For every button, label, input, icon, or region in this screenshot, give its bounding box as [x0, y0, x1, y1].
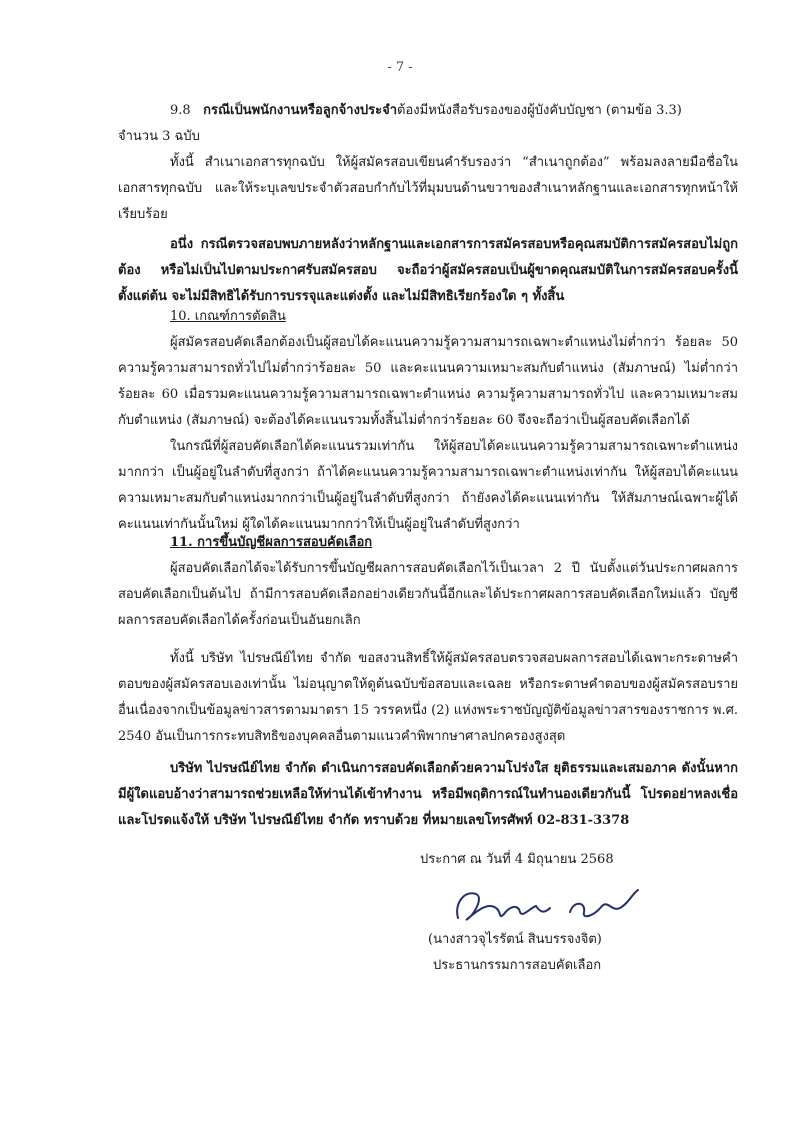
signatory-title: ประธานกรรมการสอบคัดเลือก [433, 958, 602, 973]
section-11-heading-row [118, 530, 738, 556]
section-11-para1: ผู้สอบคัดเลือกได้จะได้รับการขึ้นบัญชีผลการสอบคัดเลือกไว้เป็นเวลา 2 ปี นับตั้งแต่วันประกาศผลการสอบคัดเลือกเป็นต้นไป ถ้ามีการสอบคัดเลือกอย่างเดียวกันนี้อีกและได้ประกาศผลการสอบคัดเลือกใหม่แล้ว บัญชีผลการสอบคัดเลือกได้ครั้งก่อนเป็นอันยกเลิก [118, 561, 738, 628]
item-9-8-bold: กรณีเป็นพนักงานหรือลูกจ้างประจำ [203, 103, 398, 118]
section-10-heading-row [118, 304, 738, 330]
item-9-8 [118, 98, 738, 150]
item-9-8-rest: ต้องมีหนังสือรับรองของผู้บังคับบัญชา (ตามข้อ 3.3) [397, 103, 682, 118]
handwritten-signature [452, 882, 652, 930]
signature-stroke-2 [570, 890, 638, 916]
section-10-para2: ในกรณีที่ผู้สอบคัดเลือกได้คะแนนรวมเท่ากัน ให้ผู้สอบได้คะแนนความรู้ความสามารถเฉพาะตำแหน่งมากกว่า เป็นผู้อยู่ในลำดับที่สูงกว่า ถ้าได้คะแนนความรู้ความสามารถเฉพาะตำแหน่งเท่ากัน ให้ผู้สอบได้คะแนนความเหมาะสมกับตำแหน่งมากกว่าเป็นผู้อยู่ในลำดับที่สูงกว่า ถ้ายังคงได้คะแนนเท่ากัน ให้สัมภาษณ์เฉพาะผู้ได้คะแนนเท่ากันนั้นใหม่ ผู้ใดได้คะแนนมากกว่าให้เป็นผู้อยู่ในลำดับที่สูงกว่า [118, 439, 738, 532]
section-11-heading: 11. การขึ้นบัญชีผลการสอบคัดเลือก [170, 535, 373, 550]
announcement-date: ประกาศ ณ วันที่ 4 มิถุนายน 2568 [420, 852, 614, 867]
warning-paragraph: อนึ่ง กรณีตรวจสอบพบภายหลังว่าหลักฐานและเอกสารการสมัครสอบหรือคุณสมบัติการสมัครสอบไม่ถูกต้อง หรือไม่เป็นไปตามประกาศรับสมัครสอบ จะถือว่าผู้สมัครสอบเป็นผู้ขาดคุณสมบัติในการสมัครสอบครั้งนี้ตั้งแต่ต้น จะไม่มีสิทธิได้รับการบรรจุและแต่งตั้ง และไม่มีสิทธิเรียกร้องใด ๆ ทั้งสิ้น [118, 237, 738, 304]
section-10-heading: 10. เกณฑ์การตัดสิน [170, 309, 286, 324]
transparency-paragraph: บริษัท ไปรษณีย์ไทย จำกัด ดำเนินการสอบคัดเลือกด้วยความโปร่งใส ยุติธรรมและเสมอภาค ดังนั้นหากมีผู้ใดแอบอ้างว่าสามารถช่วยเหลือให้ท่านได้เข้าทำงาน หรือมีพฤติการณ์ในทำนองเดียวกันนี้ โปรดอย่าหลงเชื่อ และโปรดแจ้งให้ บริษัท ไปรษณีย์ไทย จำกัด ทราบด้วย ที่หมายเลขโทรศัพท์ 02-831-3378 [118, 761, 738, 828]
item-9-8-line2: จำนวน 3 ฉบับ [118, 129, 200, 144]
page-number: - 7 - [387, 60, 413, 75]
rights-paragraph: ทั้งนี้ บริษัท ไปรษณีย์ไทย จำกัด ขอสงวนสิทธิ์ให้ผู้สมัครสอบตรวจสอบผลการสอบได้เฉพาะกระดาษคำตอบของผู้สมัครสอบเองเท่านั้น ไม่อนุญาตให้ดูต้นฉบับข้อสอบและเฉลย หรือกระดาษคำตอบของผู้สมัครสอบรายอื่นเนื่องจากเป็นข้อมูลข่าวสารตามมาตรา 15 วรรคหนึ่ง (2) แห่งพระราชบัญญัติข้อมูลข่าวสารของราชการ พ.ศ. 2540 อันเป็นการกระทบสิทธิของบุคคลอื่นตามแนวคำพิพากษาศาลปกครองสูงสุด [118, 651, 738, 744]
item-9-8-number: 9.8 [170, 103, 191, 118]
signature-stroke-1 [457, 893, 550, 920]
signatory-name: (นางสาวจุไรรัตน์ สินบรรจงจิต) [428, 932, 602, 947]
section-10-para1: ผู้สมัครสอบคัดเลือกต้องเป็นผู้สอบได้คะแนนความรู้ความสามารถเฉพาะตำแหน่งไม่ต่ำกว่า ร้อยละ 50 ความรู้ความสามารถทั่วไปไม่ต่ำกว่าร้อยละ 50 และคะแนนความเหมาะสมกับตำแหน่ง (สัมภาษณ์) ไม่ต่ำกว่าร้อยละ 60 เมื่อรวมคะแนนความรู้ความสามารถเฉพาะตำแหน่ง ความรู้ความสามารถทั่วไป และความเหมาะสมกับตำแหน่ง (สัมภาษณ์) จะต้องได้คะแนนรวมทั้งสิ้นไม่ต่ำกว่าร้อยละ 60 จึงจะถือว่าเป็นผู้สอบคัดเลือกได้ [118, 335, 738, 428]
certify-paragraph: ทั้งนี้ สำเนาเอกสารทุกฉบับ ให้ผู้สมัครสอบเขียนคำรับรองว่า “สำเนาถูกต้อง” พร้อมลงลายมือชื่อในเอกสารทุกฉบับ และให้ระบุเลขประจำตัวสอบกำกับไว้ที่มุมบนด้านขวาของสำเนาหลักฐานและเอกสารทุกหน้าให้เรียบร้อย [118, 155, 738, 222]
